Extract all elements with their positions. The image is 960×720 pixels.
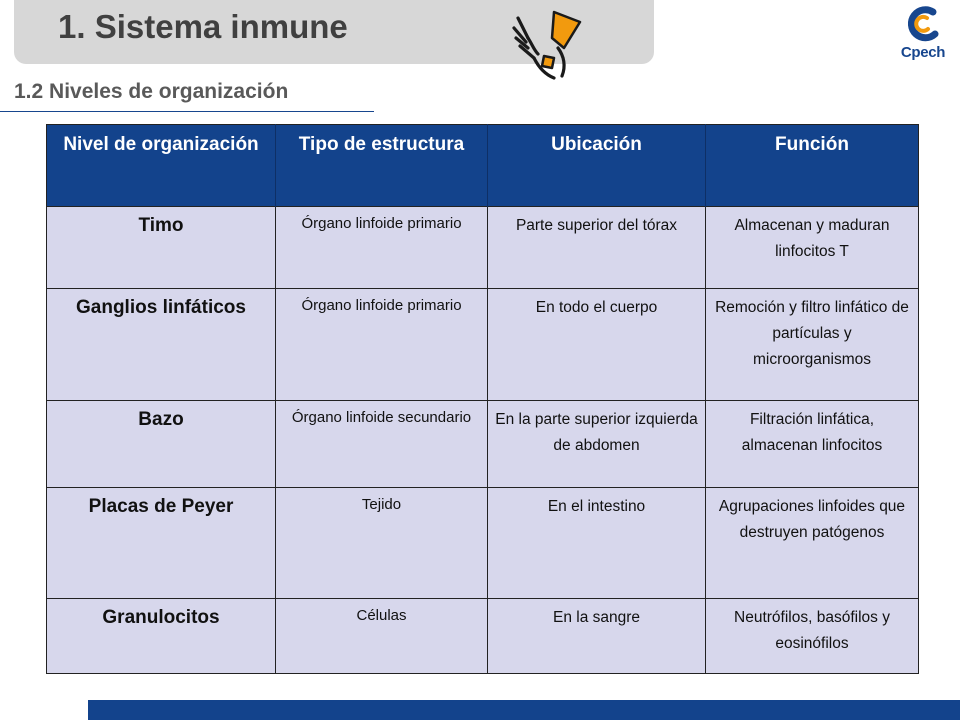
footer-bar [88,700,960,720]
cell-tipo: Tejido [276,488,488,599]
cell-funcion: Neutrófilos, basófilos y eosinófilos [706,599,919,674]
cell-nivel: Placas de Peyer [47,488,276,599]
cell-ubicacion: En la sangre [488,599,706,674]
header-tipo: Tipo de estructura [276,125,488,207]
cpech-logo [893,4,953,68]
table-row [47,289,919,401]
cell-funcion: Remoción y filtro linfático de partículas y microorganismos [706,289,919,401]
section-subtitle: 1.2 Niveles de organización [14,80,289,103]
cell-tipo: Órgano linfoide primario [276,289,488,401]
organization-levels-table [46,124,919,674]
cell-ubicacion: En todo el cuerpo [488,289,706,401]
page-title: 1. Sistema inmune [58,8,348,45]
cpech-logo-icon [893,4,953,44]
cell-nivel: Timo [47,207,276,289]
table-header-row [47,125,919,207]
table-row [47,599,919,674]
cell-tipo: Órgano linfoide primario [276,207,488,289]
header-ubicacion: Ubicación [488,125,706,207]
logo-text: Cpech [900,44,946,61]
pointing-hand-icon [508,4,588,84]
table-row [47,401,919,488]
cell-funcion: Filtración linfática, almacenan linfocitos [706,401,919,488]
cell-ubicacion: Parte superior del tórax [488,207,706,289]
header-funcion: Función [706,125,919,207]
cell-funcion: Almacenan y maduran linfocitos T [706,207,919,289]
cell-nivel: Bazo [47,401,276,488]
cell-nivel: Ganglios linfáticos [47,289,276,401]
cell-nivel: Granulocitos [47,599,276,674]
subtitle-underline [0,111,374,112]
cell-ubicacion: En el intestino [488,488,706,599]
header-nivel: Nivel de organización [47,125,276,207]
table-row [47,207,919,289]
table-row [47,488,919,599]
cell-tipo: Órgano linfoide secundario [276,401,488,488]
cell-funcion: Agrupaciones linfoides que destruyen patógenos [706,488,919,599]
cell-ubicacion: En la parte superior izquierda de abdomen [488,401,706,488]
cell-tipo: Células [276,599,488,674]
